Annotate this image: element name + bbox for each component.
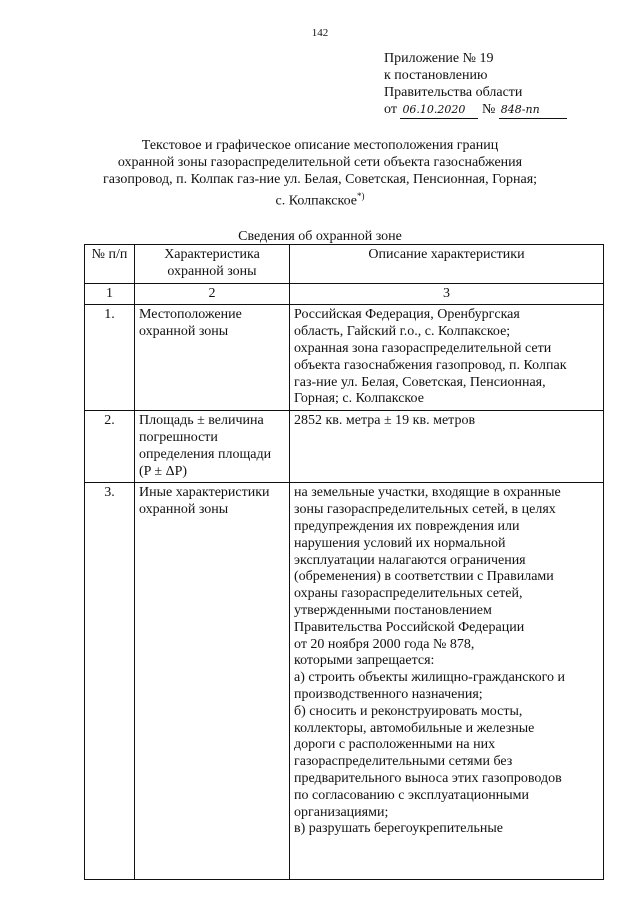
- appendix-block: [384, 50, 567, 119]
- document-title: [60, 137, 580, 210]
- title-line-4: [60, 188, 580, 210]
- description-line: утвержденными постановлением: [294, 602, 492, 618]
- description-line: а) строить объекты жилищно-гражданского и: [294, 670, 565, 686]
- appendix-line-3: Правительства области: [384, 85, 523, 100]
- description-line: газ-ние ул. Белая, Советская, Пенсионная,: [294, 374, 546, 390]
- header-description: Описание характеристики: [290, 245, 604, 284]
- header-characteristic: Характеристика охранной зоны: [135, 245, 290, 284]
- description-line: Правительства Российской Федерации: [294, 619, 525, 635]
- description-line: нарушения условий их нормальной: [294, 535, 506, 551]
- description-line: от 20 ноября 2000 года № 878,: [294, 636, 475, 652]
- description-line: (обременения) в соответствии с Правилами: [294, 569, 554, 585]
- column-number: 1: [85, 283, 135, 305]
- row-characteristic: Местоположение охранной зоны: [135, 305, 290, 411]
- column-number: 3: [290, 283, 604, 305]
- title-locality: с. Колпакское: [275, 193, 357, 209]
- header-num: № п/п: [85, 245, 135, 284]
- title-line-1: Текстовое и графическое описание местоположения границ: [141, 138, 499, 153]
- row-num: 2.: [85, 411, 135, 483]
- row-num: 3.: [85, 483, 135, 880]
- row-characteristic: Иные характеристики охранной зоны: [135, 483, 290, 880]
- table-header-row: [85, 245, 604, 284]
- description-line: б) сносить и реконструировать мосты,: [294, 703, 523, 719]
- page-number: 142: [311, 27, 329, 39]
- description-line: предварительного выноса этих газопроводов: [294, 770, 562, 786]
- column-number-row: [85, 283, 604, 305]
- description-line: коллекторы, автомобильные и железные: [294, 720, 535, 736]
- date-prefix: от: [384, 102, 397, 117]
- description-line: предупреждения их повреждения или: [294, 518, 520, 534]
- zone-info-table: [84, 244, 604, 880]
- section-subtitle: Сведения об охранной зоне: [238, 229, 402, 244]
- row-description: [290, 411, 604, 483]
- description-line: зоны газораспределительных сетей, в целях: [294, 502, 556, 518]
- description-line: организациями;: [294, 804, 389, 820]
- footnote-mark: *): [357, 191, 365, 201]
- description-line: в) разрушать берегоукрепительные: [294, 821, 504, 837]
- description-line: дороги с расположенными на них: [294, 737, 496, 753]
- appendix-line-2: к постановлению: [384, 68, 488, 83]
- description-line: охранная зона газораспределительной сети: [294, 340, 552, 356]
- appendix-date-line: [384, 101, 567, 119]
- table-row: [85, 411, 604, 483]
- table-row: [85, 483, 604, 880]
- title-line-2: охранной зоны газораспределительной сети объекта газоснабжения: [117, 155, 523, 170]
- row-description: [290, 483, 604, 880]
- description-line: на земельные участки, входящие в охранные: [294, 485, 561, 501]
- title-line-3: газопровод, п. Колпак газ-ние ул. Белая, Советская, Пенсионная, Горная;: [102, 172, 538, 187]
- column-number: 2: [135, 283, 290, 305]
- number-prefix: №: [481, 102, 496, 117]
- description-line: 2852 кв. метра ± 19 кв. метров: [294, 413, 476, 429]
- description-line: производственного назначения;: [294, 686, 483, 702]
- description-line: объекта газоснабжения газопровод, п. Колпак: [294, 357, 567, 373]
- appendix-line-1: Приложение № 19: [384, 51, 494, 66]
- description-line: Российская Федерация, Оренбургская: [294, 307, 520, 323]
- handwritten-date: 06.10.2020: [400, 101, 478, 119]
- description-line: Горная; с. Колпакское: [294, 391, 424, 407]
- description-line: газораспределительными сетями без: [294, 754, 513, 770]
- table-row: [85, 305, 604, 411]
- description-line: охраны газораспределительных сетей,: [294, 586, 523, 602]
- row-description: [290, 305, 604, 411]
- description-line: которыми запрещается:: [294, 653, 435, 669]
- handwritten-number: 848-пп: [499, 101, 567, 119]
- row-num: 1.: [85, 305, 135, 411]
- description-line: по согласованию с эксплуатационными: [294, 787, 529, 803]
- description-line: эксплуатации налагаются ограничения: [294, 552, 526, 568]
- description-line: область, Гайский г.о., с. Колпакское;: [294, 324, 511, 340]
- row-characteristic: Площадь ± величина погрешности определения площади (P ± ΔP): [135, 411, 290, 483]
